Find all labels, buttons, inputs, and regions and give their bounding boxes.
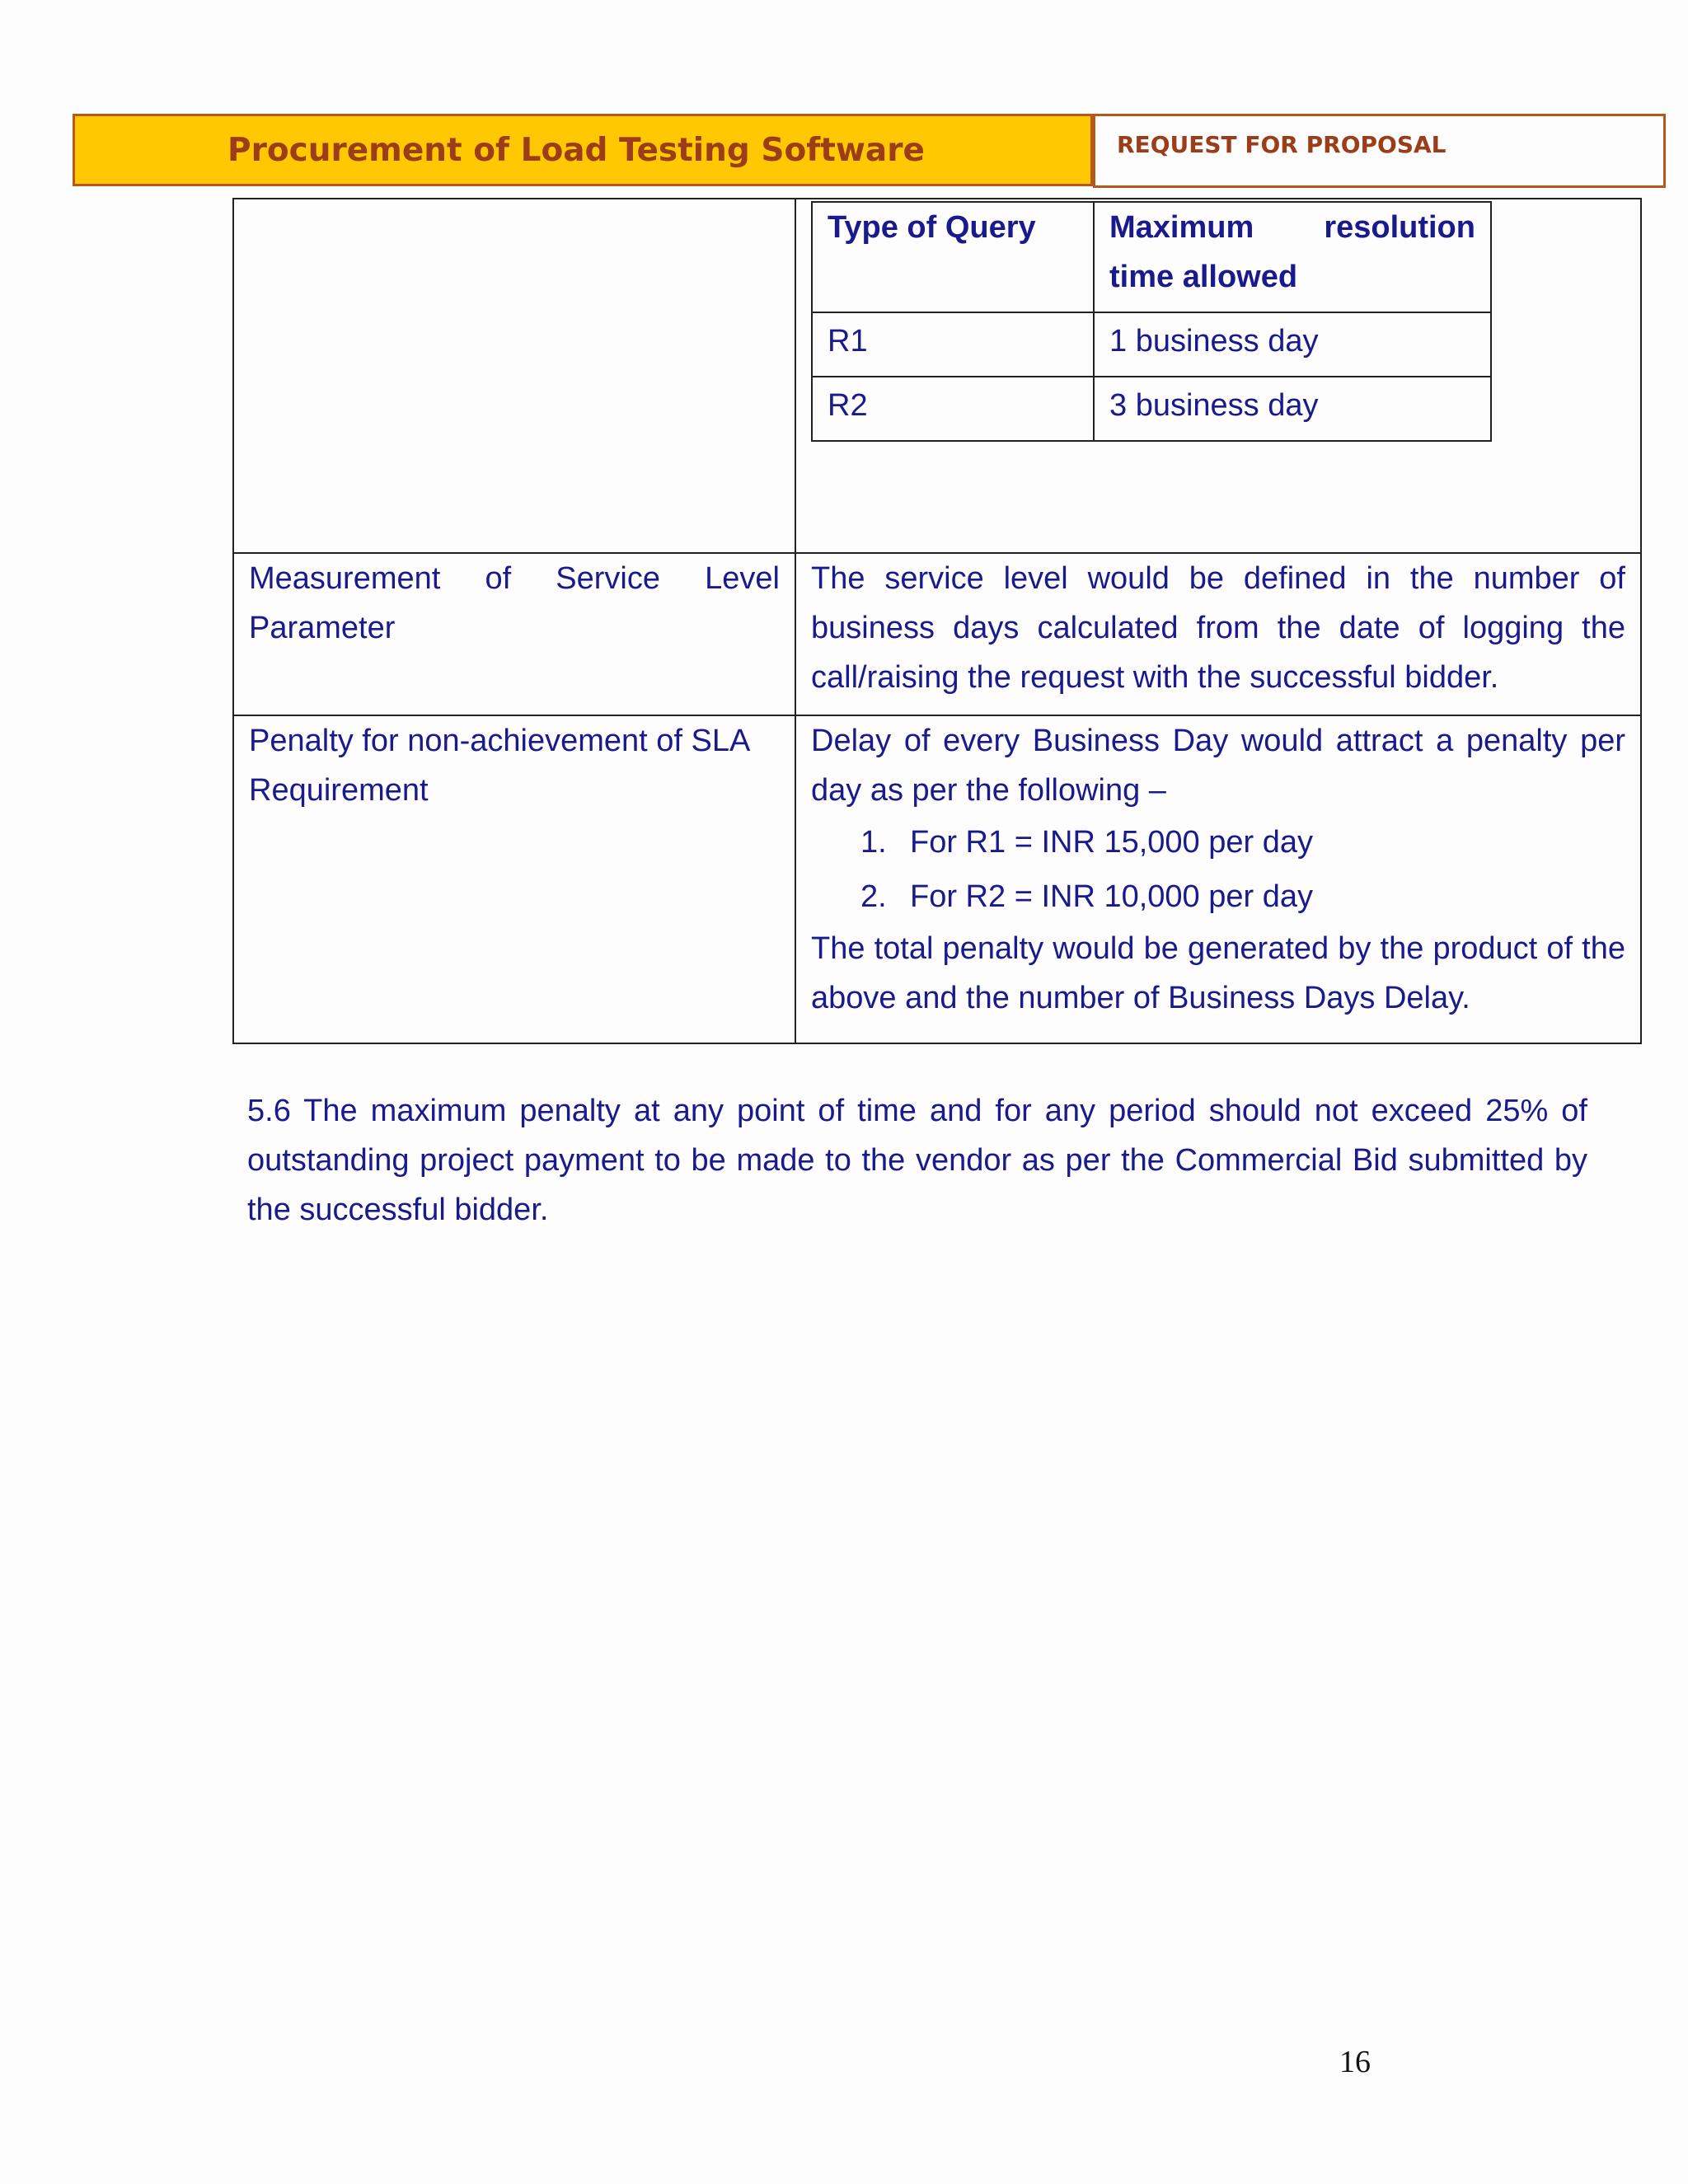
table-row xyxy=(812,312,1491,377)
table-row xyxy=(233,715,1641,1043)
resolution-time-cell: 1 business day xyxy=(1094,312,1491,377)
column-header-query-type: Type of Query xyxy=(812,202,1094,312)
column-header-resolution-time: Maximum resolution time allowed xyxy=(1094,202,1491,312)
clause-5-6-paragraph: 5.6 The maximum penalty at any point of time and for any period should not exceed 25% of outstanding project payment to be made to the vendor as per the Commercial Bid submitted by the successful bidder. xyxy=(247,1094,1587,1227)
document-title: Procurement of Load Testing Software xyxy=(227,131,925,169)
list-item: 1. For R1 = INR 15,000 per day xyxy=(860,825,1313,860)
row-label: Measurement of Service Level Parameter xyxy=(233,553,795,715)
penalty-outro: The total penalty would be generated by the product of the above and the number of Business Days Delay. xyxy=(811,931,1625,1015)
query-type-cell: R2 xyxy=(812,377,1094,441)
header-doctype-box xyxy=(1093,114,1666,188)
empty-cell xyxy=(233,199,795,553)
row-label: Penalty for non-achievement of SLA Requirement xyxy=(233,715,795,1043)
table-row xyxy=(233,553,1641,715)
penalty-intro: Delay of every Business Day would attract a penalty per day as per the following – xyxy=(811,724,1625,808)
document-type: REQUEST FOR PROPOSAL xyxy=(1117,131,1447,158)
table-header-row xyxy=(812,202,1491,312)
penalty-list xyxy=(811,815,1625,924)
table-row xyxy=(812,377,1491,441)
query-resolution-table xyxy=(811,201,1492,442)
row-description: The service level would be defined in the number of business days calculated from the date of logging the call/raising the request with the successful bidder. xyxy=(795,553,1641,715)
list-item: 2. For R2 = INR 10,000 per day xyxy=(860,879,1313,914)
row-description xyxy=(795,715,1641,1043)
table-row xyxy=(233,199,1641,553)
resolution-time-cell: 3 business day xyxy=(1094,377,1491,441)
query-type-cell: R1 xyxy=(812,312,1094,377)
header-title-box xyxy=(73,114,1093,186)
sla-table xyxy=(232,198,1642,1044)
page-number: 16 xyxy=(1339,2045,1371,2079)
query-table-cell xyxy=(795,199,1641,553)
